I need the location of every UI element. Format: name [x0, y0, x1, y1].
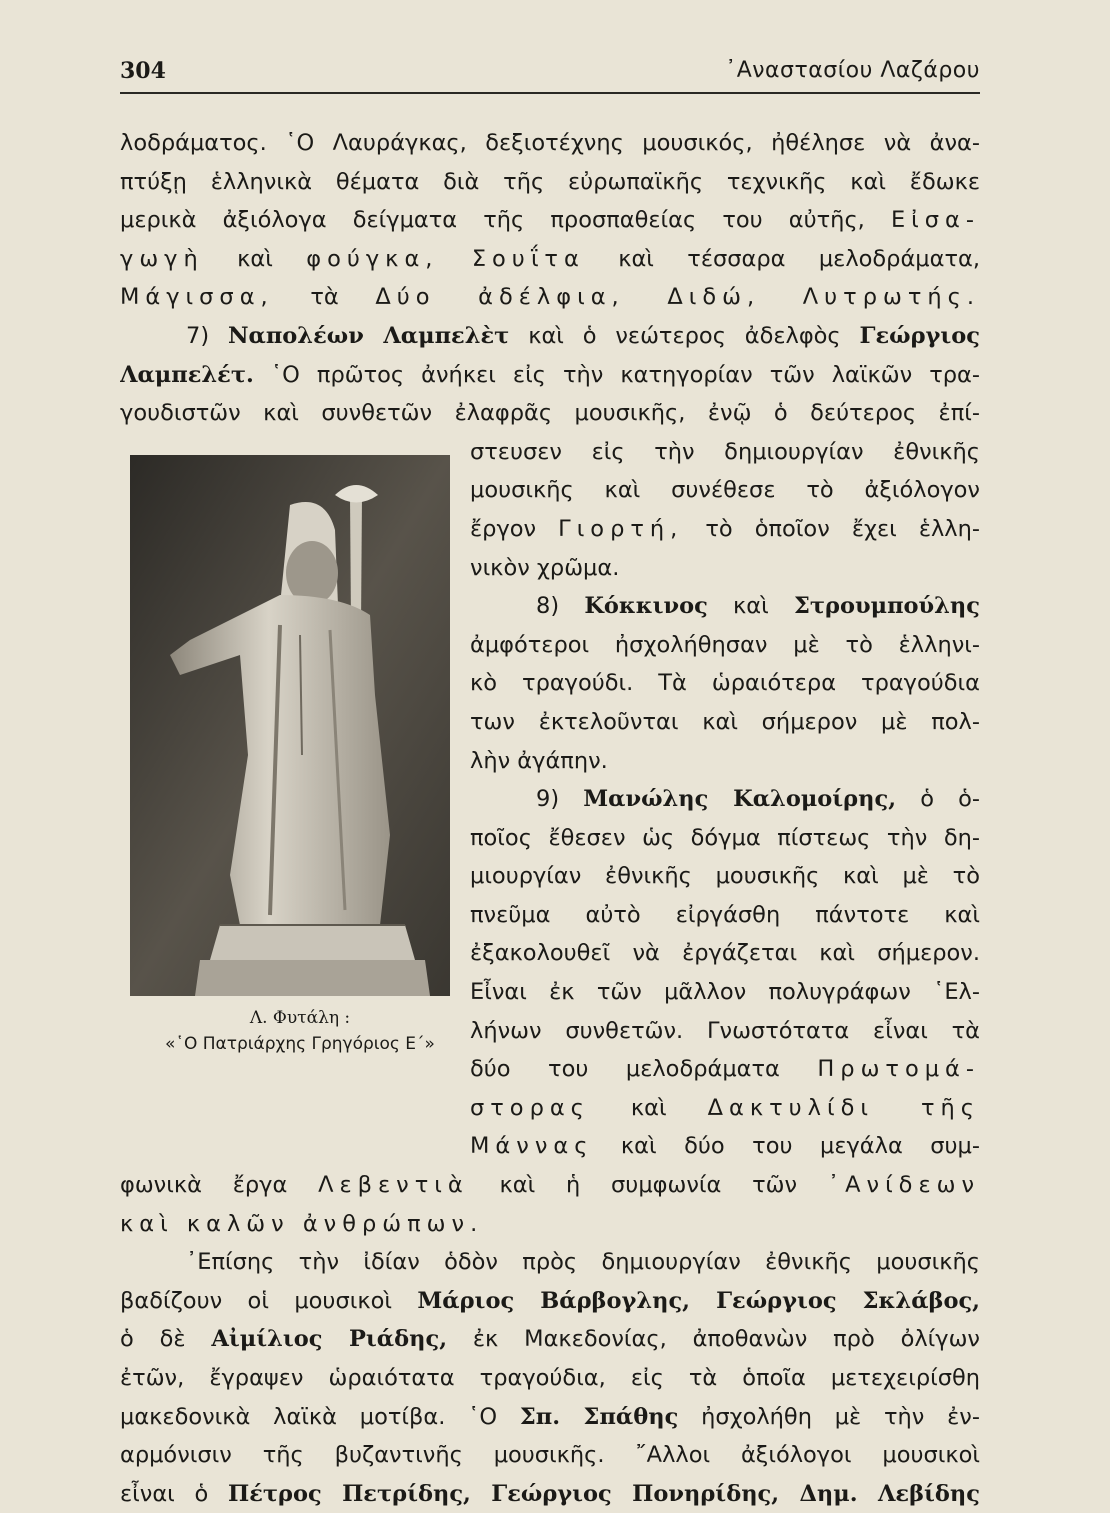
composer-name: Γεώργιος [859, 322, 980, 349]
text-line: ὁ δὲ Αἰμίλιος Ριάδης, ἐκ Μακεδονίας, ἀποθανὼν πρὸ ὀλίγων [120, 1326, 980, 1353]
text-line: Μάννας καὶ δύο του μεγάλα συμ- [470, 1133, 980, 1160]
text-line: Εἶναι ἐκ τῶν μᾶλλον πολυγράφων ῾Ελ- [470, 979, 980, 1006]
composer-name: Μανώλης Καλομοίρης, [583, 786, 897, 813]
text-line: ἐξακολουθεῖ νὰ ἐργάζεται καὶ σήμερον. [470, 940, 980, 967]
text-line: αρμόνισιν τῆς βυζαντινῆς μουσικῆς. ῎Αλλοι ἀξιόλογοι μουσικοὶ [120, 1442, 980, 1469]
text-line: λήνων συνθετῶν. Γνωστότατα εἶναι τὰ [470, 1017, 980, 1044]
page-header [120, 58, 980, 92]
text-line: ᾿Επίσης τὴν ἰδίαν ὁδὸν πρὸς δημιουργίαν ἐθνικῆς μουσικῆς [186, 1249, 980, 1276]
text-line: 9) Μανώλης Καλομοίρης, ὁ ὁ- [536, 786, 980, 813]
text-line: στευσεν εἰς τὴν δημιουργίαν ἐθνικῆς [470, 438, 980, 465]
text-line: γωγὴ καὶ φούγκα, Σουΐτα καὶ τέσσαρα μελοδράματα, [120, 245, 980, 272]
composer-name: Κόκκινος [584, 593, 708, 620]
text-line: Λαμπελέτ. ῾Ο πρῶτος ἀνήκει εἰς τὴν κατηγορίαν τῶν λαϊκῶν τρα- [120, 361, 980, 388]
text-line: νικὸν χρῶμα. [470, 554, 620, 581]
composer-name: Ναπολέων Λαμπελὲτ [227, 322, 510, 349]
text-line: ἔργον Γιορτή, τὸ ὁποῖον ἔχει ἑλλη- [470, 515, 980, 542]
text-line: μουσικῆς καὶ συνέθεσε τὸ ἀξιόλογον [470, 477, 980, 504]
statue-photo [130, 455, 450, 996]
statue-illustration [130, 455, 450, 996]
text-line: γουδιστῶν καὶ συνθετῶν ἐλαφρᾶς μουσικῆς, ἐνῷ ὁ δεύτερος ἐπί- [120, 400, 980, 427]
text-line: μιουργίαν ἐθνικῆς μουσικῆς καὶ μὲ τὸ [470, 863, 980, 890]
text-line: βαδίζουν οἱ μουσικοὶ Μάριος Βάρβογλης, Γεώργιος Σκλάβος, [120, 1287, 980, 1314]
composer-name: Λαμπελέτ. [120, 361, 254, 388]
text-line: μακεδονικὰ λαϊκὰ μοτίβα. ῾Ο Σπ. Σπάθης ἠσχολήθη μὲ τὴν ἐν- [120, 1403, 980, 1430]
caption-title: Λ. Φυτάλη : [249, 1008, 351, 1028]
header-rule [120, 92, 980, 94]
figure-caption [130, 1005, 470, 1057]
caption-work: «῾Ο Πατριάρχης Γρηγόριος Ε΄» [165, 1034, 435, 1054]
text-line: πτύξῃ ἑλληνικὰ θέματα διὰ τῆς εὐρωπαϊκῆς τεχνικῆς καὶ ἔδωκε [120, 168, 980, 195]
text-line: των ἐκτελοῦνται καὶ σήμερον μὲ πολ- [470, 708, 980, 735]
composer-name: Αἰμίλιος Ριάδης, [211, 1326, 448, 1353]
text-line: ἐτῶν, ἔγραψεν ὡραιότατα τραγούδια, εἰς τὰ ὁποῖα μετεχειρίσθη [120, 1365, 980, 1391]
page-number: 304 [120, 58, 166, 84]
text-line: λοδράματος. ῾Ο Λαυράγκας, δεξιοτέχνης μουσικός, ἠθέλησε νὰ ἀνα- [120, 130, 980, 156]
text-line: κὸ τραγούδι. Τὰ ὡραιότερα τραγούδια [470, 670, 980, 697]
text-line: 7) Ναπολέων Λαμπελὲτ καὶ ὁ νεώτερος ἀδελφὸς Γεώργιος [186, 322, 980, 349]
text-line: ποῖος ἔθεσεν ὡς δόγμα πίστεως τὴν δη- [470, 824, 980, 851]
text-line: ἀμφότεροι ἠσχολήθησαν μὲ τὸ ἑλληνι- [470, 631, 980, 658]
composer-name: Πέτρος Πετρίδης, Γεώργιος Πονηρίδης, Δημ. Λεβίδης [227, 1480, 980, 1507]
text-line: φωνικὰ ἔργα Λεβεντιὰ καὶ ἡ συμφωνία τῶν ᾿Ανίδεων [120, 1172, 980, 1199]
running-head: ᾿Αναστασίου Λαζάρου [725, 58, 980, 83]
text-line: στορας καὶ Δακτυλίδι τῆς [470, 1094, 980, 1121]
text-line: 8) Κόκκινος καὶ Στρουμπούλης [536, 593, 980, 620]
text-line: εἶναι ὁ Πέτρος Πετρίδης, Γεώργιος Πονηρίδης, Δημ. Λεβίδης [120, 1480, 980, 1507]
text-line: λὴν ἀγάπην. [470, 747, 608, 774]
text-line: δύο του μελοδράματα Πρωτομά- [470, 1056, 980, 1083]
composer-name: Μάριος Βάρβογλης, Γεώργιος Σκλάβος, [417, 1287, 980, 1314]
composer-name: Στρουμπούλης [793, 593, 980, 620]
text-line: μερικὰ ἀξιόλογα δείγματα τῆς προσπαθείας του αὐτῆς, Εἰσα- [120, 207, 980, 234]
text-line: Μάγισσα, τὰ Δύο ἀδέλφια, Διδώ, Λυτρωτής. [120, 284, 980, 311]
work-title-spaced: Εἰσα- [890, 207, 980, 234]
text-line: καὶ καλῶν ἀνθρώπων. [120, 1210, 484, 1237]
composer-name: Σπ. Σπάθης [519, 1403, 679, 1430]
text-line: πνεῦμα αὐτὸ εἰργάσθη πάντοτε καὶ [470, 901, 980, 928]
